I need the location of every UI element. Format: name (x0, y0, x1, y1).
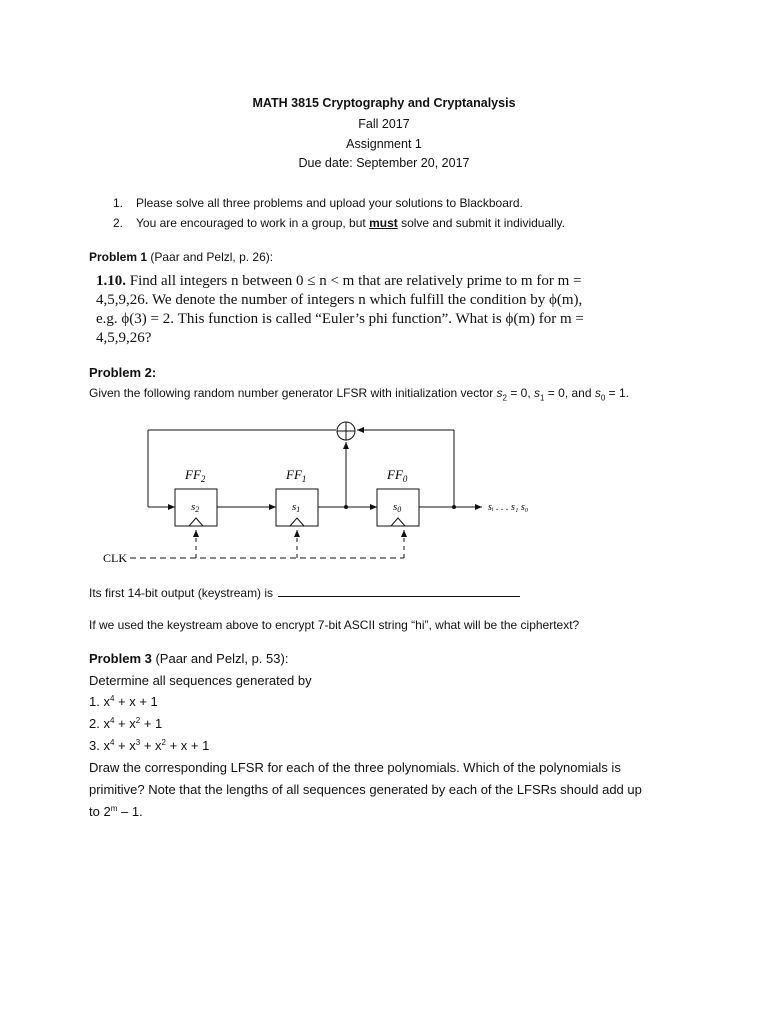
problem-3-intro: Determine all sequences generated by (89, 673, 312, 688)
polynomial-3: 3. $x^4 + x^3 + x^2 + x + 1$ (89, 738, 210, 753)
problem-1-line-1: 1.10. Find all integers n between 0 ≤ n < m that are relatively prime to m for m = (96, 273, 582, 289)
polynomial-2: 2. $x^4 + x^2 + 1$ (89, 716, 163, 731)
problem-2-intro: Given the following random number generator LFSR with initialization vector $s_2 = 0$, $s_1 = 0$, and $s_0 = 1$. (89, 386, 629, 403)
due-date: Due date: September 20, 2017 (298, 156, 470, 170)
problem-1-line-4: 4,5,9,26? (96, 330, 152, 346)
term: Fall 2017 (358, 117, 410, 131)
exercise-number: 1.10. (96, 273, 126, 289)
problem-3-closing-line-2: primitive? Note that the lengths of all sequences generated by each of the LFSRs should add up (89, 782, 642, 797)
clock-label: CLK (103, 551, 127, 565)
problem-3-closing-line-3: to 2$^m$ – 1. (89, 804, 143, 819)
output-sequence-label: sᵢ . . . s₁ s₀ (488, 502, 529, 513)
problem-3-heading: Problem 3 (Paar and Pelzl, p. 53): (89, 651, 289, 666)
problem-1-line-3: e.g. ϕ(3) = 2. This function is called “Euler’s phi function”. What is ϕ(m) for m = (96, 311, 584, 327)
instruction-2-text: You are encouraged to work in a group, but must solve and submit it individually. (136, 216, 565, 230)
ciphertext-question: If we used the keystream above to encrypt 7-bit ASCII string “hi”, what will be the ciphertext? (89, 618, 580, 632)
polynomial-1: 1. $x^4 + x + 1$ (89, 694, 158, 709)
problem-1-heading: Problem 1 (Paar and Pelzl, p. 26): (89, 250, 274, 264)
ff2-state: s2 (191, 501, 200, 514)
problem-1-line-2: 4,5,9,26. We denote the number of integers n which fulfill the condition by ϕ(m), (96, 292, 583, 308)
emphasis-must: must (369, 216, 398, 230)
ff0-state: s0 (393, 501, 402, 514)
ff1-state: s1 (292, 501, 301, 514)
course-title: MATH 3815 Cryptography and Cryptanalysis (252, 96, 516, 110)
problem-3-closing-line-1: Draw the corresponding LFSR for each of the three polynomials. Which of the polynomials is (89, 760, 621, 775)
ff1-label: $FF_1$ (286, 467, 307, 484)
instruction-2-number: 2. (113, 216, 124, 230)
problem-2-heading: Problem 2: (89, 365, 157, 380)
keystream-question: Its first 14-bit output (keystream) is (89, 585, 520, 600)
instruction-1-number: 1. (113, 196, 124, 210)
ff0-label: $FF_0$ (387, 467, 408, 484)
ff2-label: $FF_2$ (185, 467, 206, 484)
answer-blank[interactable] (278, 585, 520, 597)
instruction-1-text: Please solve all three problems and upload your solutions to Blackboard. (136, 196, 523, 210)
assignment-title: Assignment 1 (346, 137, 422, 151)
